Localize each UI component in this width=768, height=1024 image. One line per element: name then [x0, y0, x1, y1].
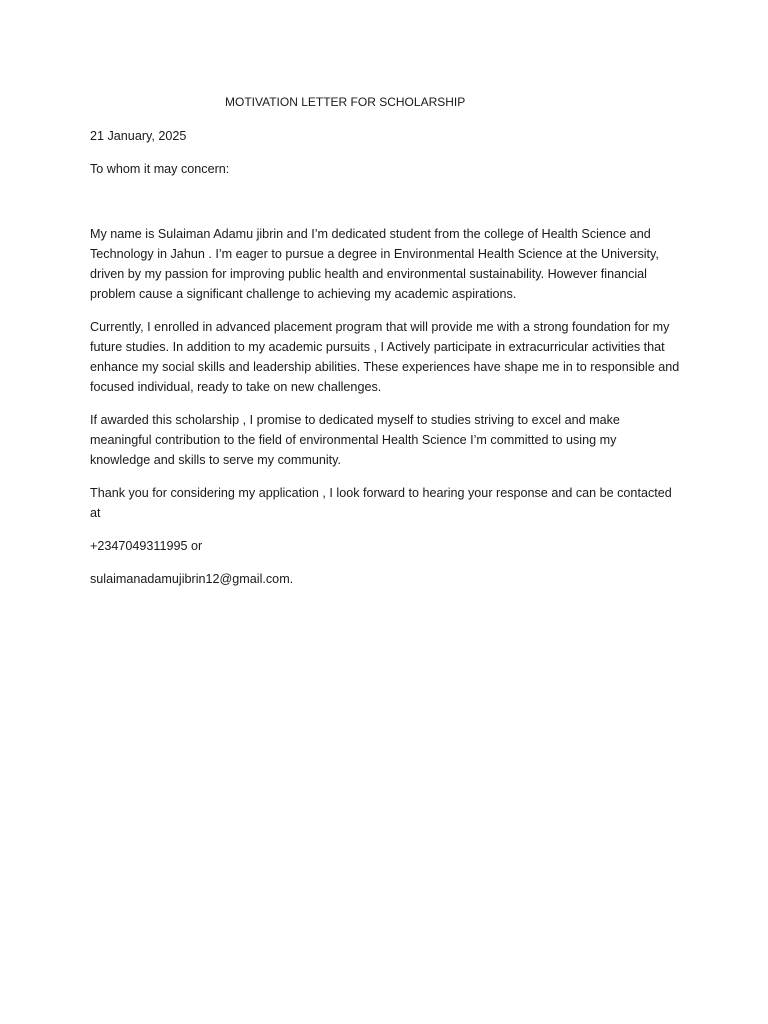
letter-salutation: To whom it may concern:	[90, 162, 230, 176]
letter-date: 21 January, 2025	[90, 129, 187, 143]
contact-phone: +2347049311995 or	[90, 539, 203, 553]
paragraph-introduction: My name is Sulaiman Adamu jibrin and I’m dedicated student from the college of Health Science and Technology in Jahun . I’m eager to pursue a degree in Environmental Health Science at the University, driven by my passion for improving public health and environmental sustainability. However financial problem cause a significant challenge to achieving my academic aspirations.	[90, 227, 659, 301]
paragraph-current-studies: Currently, I enrolled in advanced placement program that will provide me with a strong foundation for my future studies. In addition to my academic pursuits , I Actively participate in extracurricular activities that enhance my social skills and leadership abilities. These experiences have shape me in to responsible and focused individual, ready to take on new challenges.	[90, 320, 680, 394]
letter-title: MOTIVATION LETTER FOR SCHOLARSHIP	[225, 95, 466, 109]
paragraph-commitment: If awarded this scholarship , I promise to dedicated myself to studies striving to excel and make meaningful contribution to the field of environmental Health Science I’m committed to using my knowledge and skills to serve my community.	[90, 413, 620, 467]
contact-email: sulaimanadamujibrin12@gmail.com.	[90, 572, 294, 586]
paragraph-closing: Thank you for considering my application , I look forward to hearing your response and can be contacted at	[90, 486, 672, 520]
